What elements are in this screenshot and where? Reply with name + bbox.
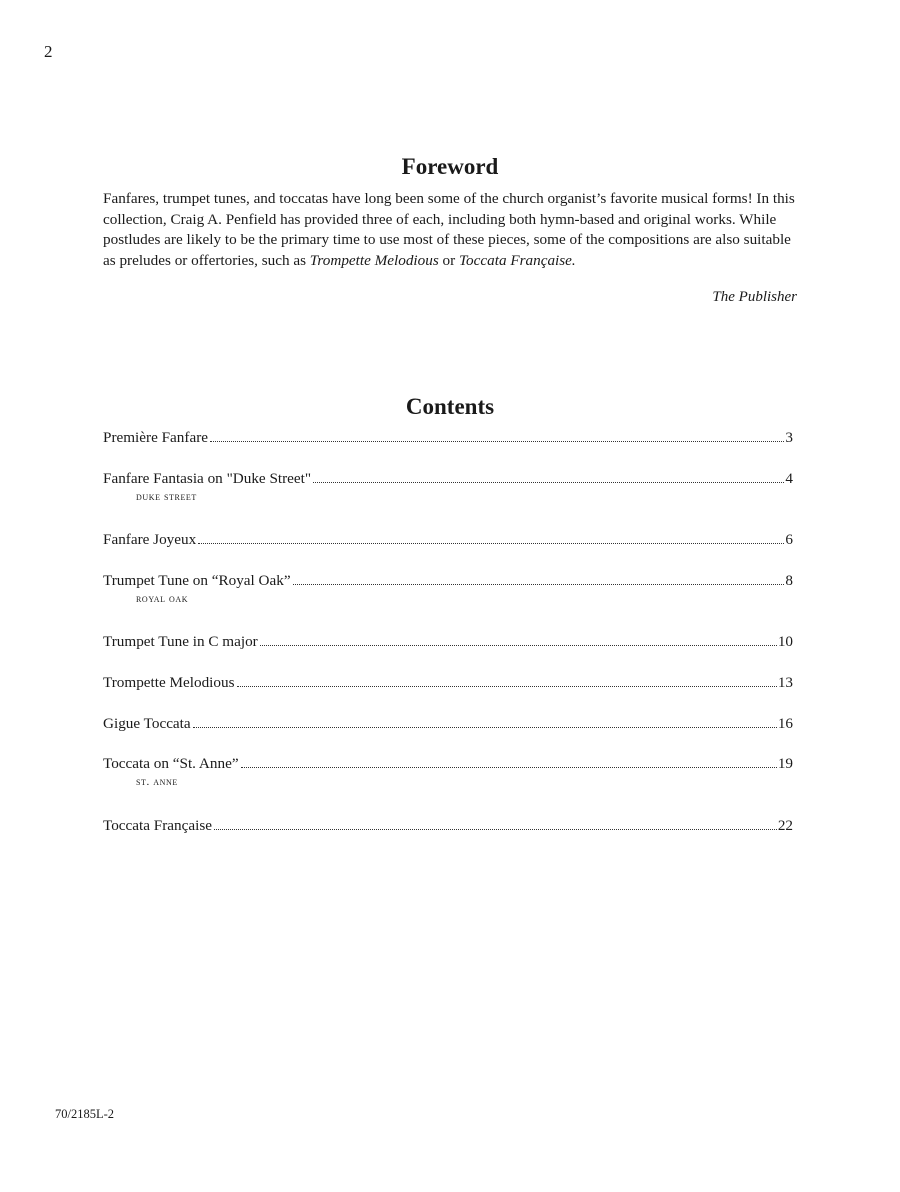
toc-entry-title: Trumpet Tune in C major [103,633,258,650]
contents-heading: Contents [405,394,495,419]
toc-entry-title: Fanfare Fantasia on "Duke Street" [103,470,312,487]
toc-entry-page: 19 [777,755,793,772]
toc-dot-leader [313,481,784,483]
toc-entry-title: Toccata on “St. Anne” [103,755,239,772]
toc-entry-title: Première Fanfare [103,429,208,446]
toc-hymn-tune: royal oak [136,593,189,605]
foreword-paragraph [103,189,803,271]
page-number: 2 [44,42,53,61]
toc-entry-title: Trompette Melodious [103,674,235,691]
toc-entry-page: 16 [777,715,793,732]
toc-entry-title: Trumpet Tune on “Royal Oak” [103,572,291,589]
toc-entry[interactable] [103,469,793,503]
toc-dot-leader [193,726,777,728]
toc-entry-page: 22 [777,817,793,834]
catalog-code: 70/2185L-2 [55,1107,115,1121]
toc-entry-title: Gigue Toccata [103,715,191,732]
foreword-signature: The Publisher [712,289,797,305]
foreword-text-1: Fanfares, trumpet tunes, and toccatas have long been some of the church organist’s favorite musical forms! In this collection, Craig A. Penfield has provided three of each, including both hymn-based and original works. While postludes are likely to be the primary time to use most of these pieces, some of the compositions are also suitable as preludes or offertories, such as [103,190,795,269]
toc-entry[interactable] [103,632,793,652]
toc-dot-leader [293,583,785,585]
toc-entry-page: 8 [785,572,793,589]
toc-entry[interactable] [103,571,793,605]
toc-entry[interactable] [103,754,793,788]
foreword-italic-title-2: Toccata Française. [459,251,576,269]
toc-entry[interactable] [103,816,793,836]
toc-entry-title: Toccata Française [103,817,212,834]
foreword-heading: Foreword [401,154,499,179]
toc-entry-title: Fanfare Joyeux [103,531,197,548]
toc-entry-page: 10 [777,633,793,650]
foreword-text-2: or [438,251,459,269]
toc-entry-page: 13 [777,674,793,691]
toc-dot-leader [237,685,777,687]
toc-dot-leader [214,828,777,830]
toc-dot-leader [260,644,777,646]
toc-hymn-tune: st. anne [136,776,178,788]
toc-entry-page: 6 [785,531,793,548]
toc-dot-leader [198,542,784,544]
toc-dot-leader [241,766,777,768]
toc-hymn-tune: duke street [136,491,197,503]
toc-dot-leader [210,440,784,442]
foreword-italic-title-1: Trompette Melodious [309,251,439,269]
toc-entry[interactable] [103,673,793,693]
toc-entry-page: 3 [785,429,793,446]
toc-entry[interactable] [103,714,793,734]
toc-entry-page: 4 [785,470,793,487]
toc-entry[interactable] [103,530,793,550]
toc-entry[interactable] [103,428,793,448]
